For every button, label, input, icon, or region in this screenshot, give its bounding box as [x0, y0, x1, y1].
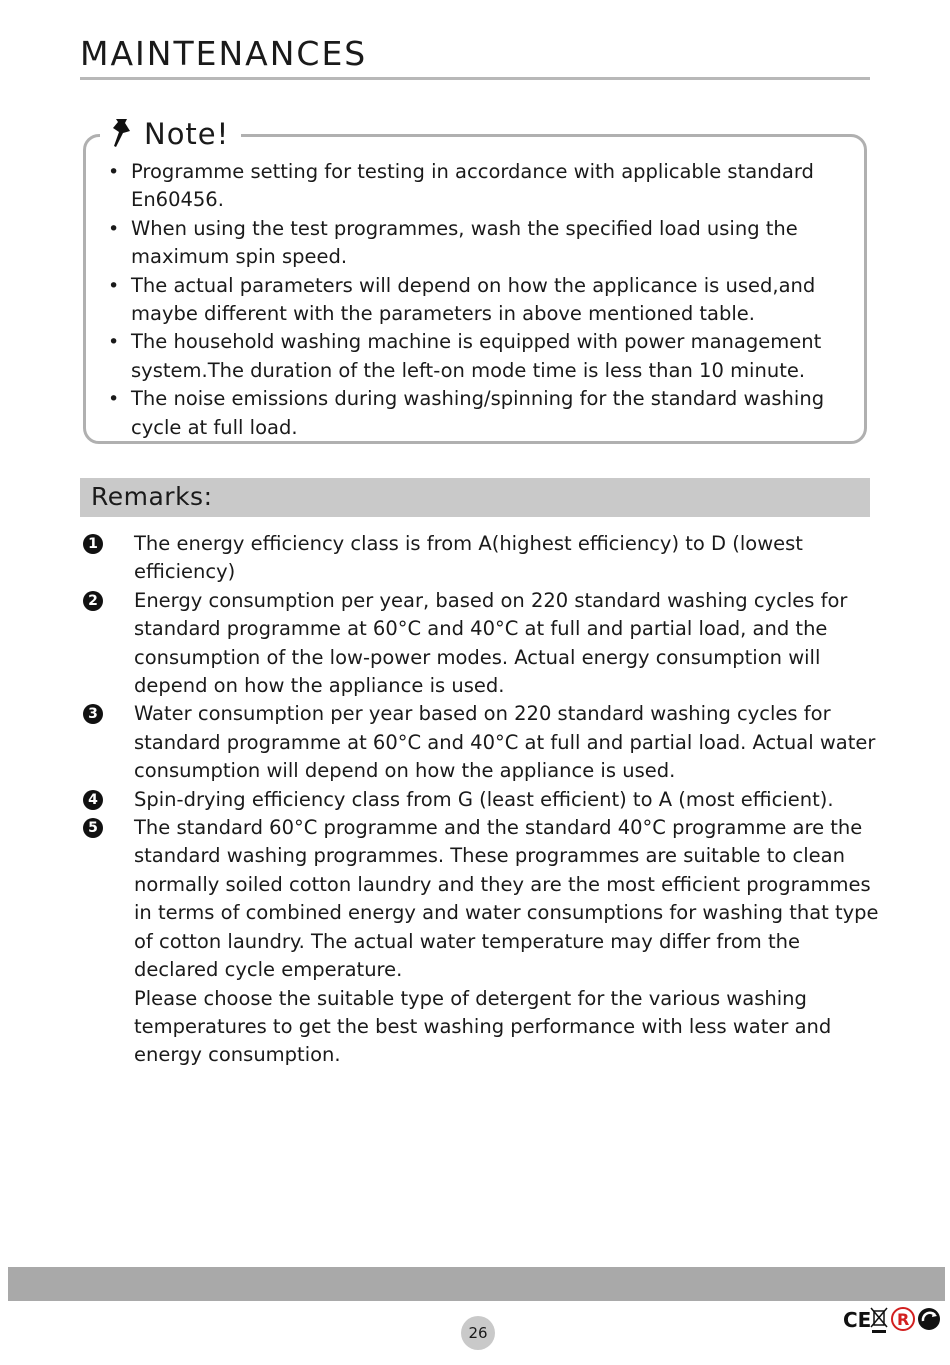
number-badge: 1	[83, 534, 103, 554]
number-badge: 4	[83, 790, 103, 810]
note-item: • The actual parameters will depend on how the applicance is used,and maybe different with the parameters in above mentioned table.	[108, 273, 816, 326]
note-item: • Programme setting for testing in accordance with applicable standard En60456.	[108, 160, 814, 212]
bullet-icon: •	[108, 217, 120, 240]
r-mark-icon	[892, 1308, 914, 1330]
remarks-list	[83, 530, 883, 1070]
ce-mark-icon: CE	[843, 1308, 872, 1332]
note-title: Note!	[144, 117, 230, 151]
number-badge: 2	[83, 591, 103, 611]
note-header	[100, 112, 241, 156]
number-badge: 5	[83, 818, 103, 838]
pushpin-icon	[110, 117, 136, 151]
remark-item: 1 The energy efficiency class is from A(highest efficiency) to D (lowest efficiency)	[83, 530, 883, 587]
remark-item: 2 Energy consumption per year, based on 220 standard washing cycles for standard programme at 60°C and 40°C at full and partial load, and the consumption of the low-power modes. Actual energy consumption will depend on how the appliance is used.	[83, 587, 883, 701]
page-title: MAINTENANCES	[80, 34, 368, 73]
bullet-icon: •	[108, 274, 120, 297]
title-divider	[80, 77, 870, 80]
svg-text:R: R	[897, 1310, 910, 1329]
page-number: 26	[461, 1316, 495, 1350]
remark-item: 3 Water consumption per year based on 220 standard washing cycles for standard programme at 60°C and 40°C at full and partial load. Actual water consumption will depend on how the appliance is used.	[83, 700, 883, 785]
remark-item: 5 The standard 60°C programme and the standard 40°C programme are the standard washing programmes. These programmes are suitable to clean normally soiled cotton laundry and they are the most efficient programmes in terms of combined energy and water consumptions for washing that type of cotton laundry. The actual water temperature may differ from the declared cycle emperature. Please choose the suitable type of detergent for the various washing temperatures to get the best washing performance with less water and energy consumption.	[83, 814, 883, 1070]
remarks-title: Remarks:	[91, 482, 213, 511]
recycle-icon	[918, 1308, 940, 1330]
number-badge: 3	[83, 704, 103, 724]
footer-bar	[8, 1267, 945, 1301]
bullet-icon: •	[108, 388, 120, 411]
remark-item: 4 Spin-drying efficiency class from G (least efficient) to A (most efficient).	[83, 786, 883, 814]
note-item: • The household washing machine is equipped with power management system.The duration of the left-on mode time is less than 10 minute.	[108, 330, 822, 382]
remark-detergent-note: Please choose the suitable type of detergent for the various washing temperatures to get the best washing performance with less water and energy consumption.	[134, 986, 832, 1067]
bullet-icon: •	[108, 331, 120, 354]
remarks-header-bar	[80, 478, 870, 517]
certification-logos	[843, 1303, 943, 1335]
note-item: • When using the test programmes, wash the specified load using the maximum spin speed.	[108, 216, 798, 269]
bullet-icon: •	[108, 161, 120, 183]
weee-bin-icon	[871, 1308, 887, 1333]
note-list	[106, 158, 836, 442]
note-item: • The noise emissions during washing/spinning for the standard washing cycle at full load.	[108, 387, 825, 439]
